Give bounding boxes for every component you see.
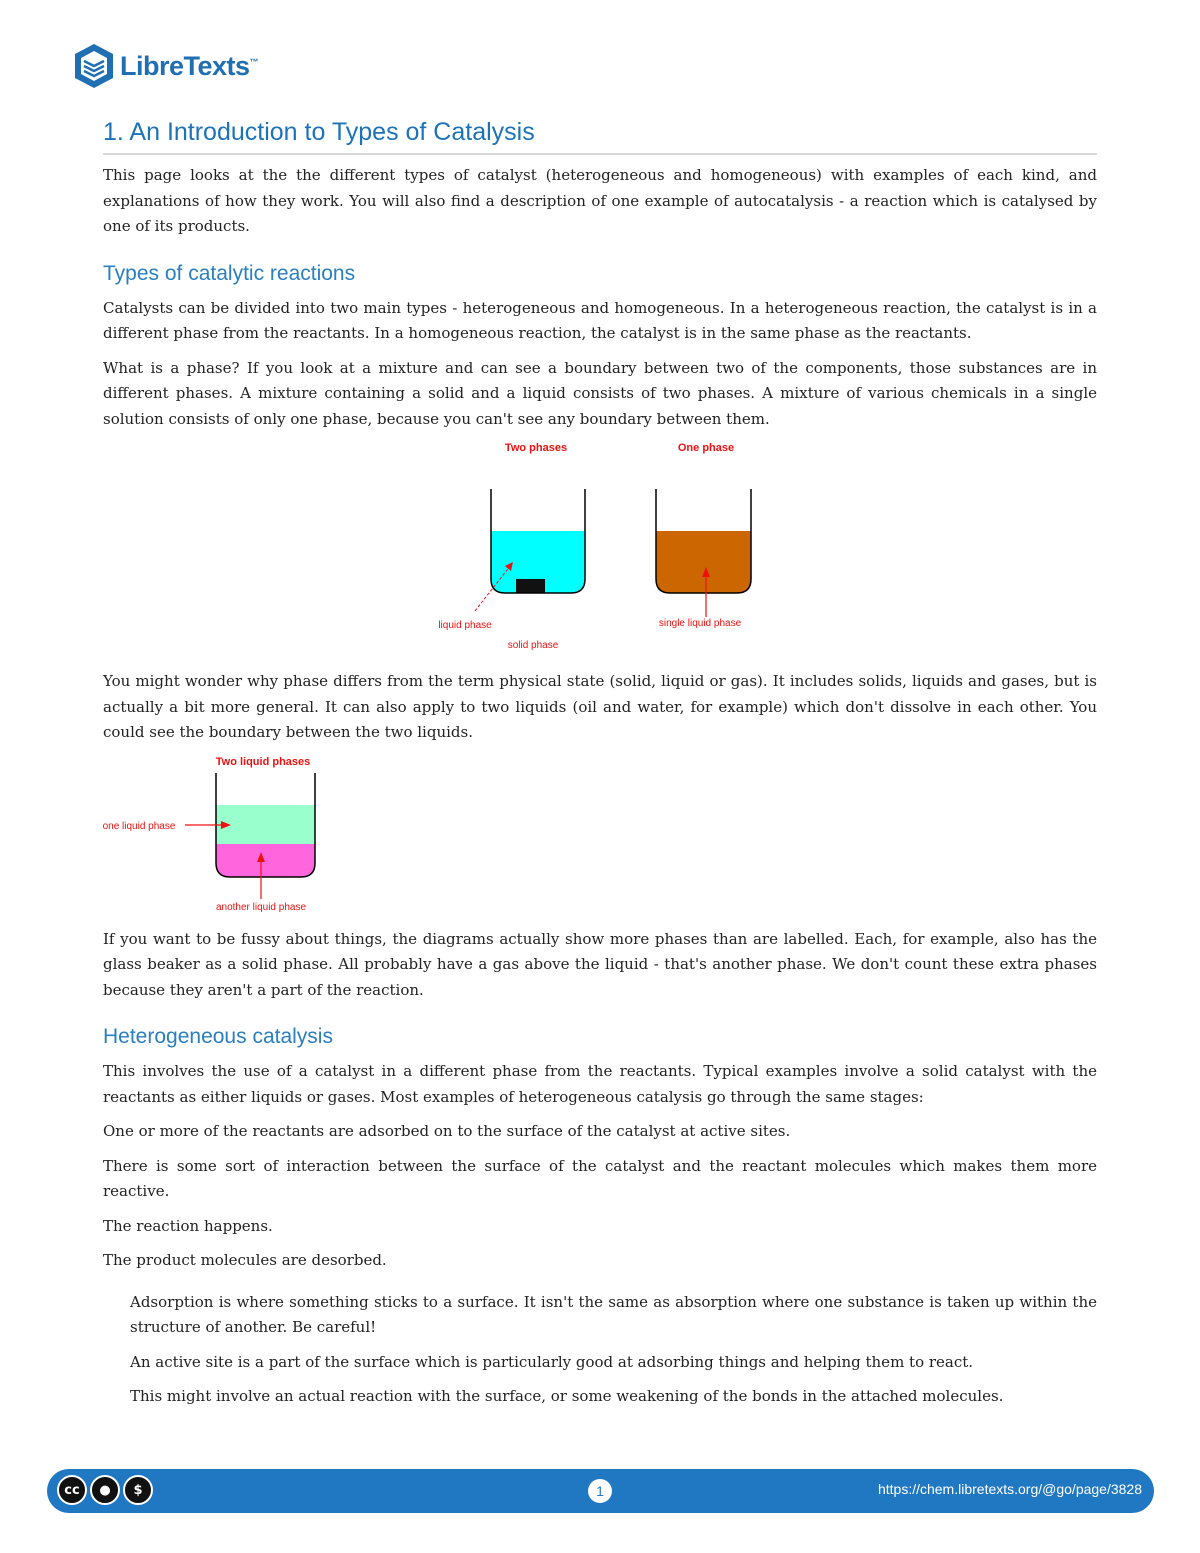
step-item: One or more of the reactants are adsorbed on to the surface of the catalyst at active sites. (103, 1122, 791, 1140)
intro-paragraph: This page looks at the the different types of catalyst (heterogeneous and homogeneous) with examples of each kind, and explanations of how they work. You will also find a description of one example of autocatalysis - a reaction which is catalysed by one of its products. (103, 166, 1097, 235)
paragraph: This involves the use of a catalyst in a different phase from the reactants. Typical examples involve a solid catalyst with the reactants as either liquids or gases. Most examples of heterogeneous catalysis go through the same stages: (103, 1062, 1097, 1106)
libretexts-logo[interactable] (72, 40, 258, 92)
liquid-phase-label: liquid phase (438, 620, 492, 631)
noncommercial-icon: $ (123, 1475, 153, 1505)
libretexts-logo-icon (72, 42, 116, 90)
step-item: There is some sort of interaction between the surface of the catalyst and the reactant molecules which makes them more reactive. (103, 1156, 1097, 1200)
page-number: 1 (588, 1479, 612, 1503)
single-liquid-phase-label: single liquid phase (658, 618, 742, 629)
one-liquid-phase-label: one liquid phase (103, 820, 176, 832)
section-heading-heterogeneous: Heterogeneous catalysis (103, 1025, 333, 1048)
two-liquid-phases-figure (103, 755, 1097, 917)
page-footer (47, 1469, 1154, 1513)
top-liquid (216, 805, 315, 844)
logo-text: LibreTexts™ (120, 50, 259, 81)
note-item: Adsorption is where something sticks to a surface. It isn't the same as absorption where one substance is taken up within the structure of another. Be careful! (130, 1292, 1097, 1336)
figure-title-one-phase: One phase (677, 442, 735, 454)
phases-figure (103, 441, 1097, 661)
paragraph: What is a phase? If you look at a mixture and can see a boundary between two of the components, those substances are in different phases. A mixture containing a solid and a liquid consists of two phases. A mixture of various chemicals in a single solution consists of only one phase, because you can't see any boundary between them. (103, 358, 1097, 428)
attribution-icon: ● (90, 1475, 120, 1505)
paragraph: You might wonder why phase differs from the term physical state (solid, liquid or gas). It includes solids, liquids and gases, but is actually a bit more general. It can also apply to two liquids (oil and water, for example) which don't dissolve in each other. You could see the boundary between the two liquids. (103, 672, 1097, 741)
bottom-liquid (216, 844, 315, 877)
page-url-link[interactable]: https://chem.libretexts.org/@go/page/3828 (877, 1481, 1142, 1497)
figure-title-two-liquid-phases: Two liquid phases (215, 755, 311, 768)
section-heading-types: Types of catalytic reactions (103, 261, 356, 285)
page-content (103, 118, 1097, 1419)
step-item: The product molecules are desorbed. (103, 1251, 387, 1269)
note-item: This might involve an actual reaction with the surface, or some weakening of the bonds in the attached molecules. (130, 1387, 1004, 1405)
solid-phase-label: solid phase (507, 640, 559, 651)
license-badge[interactable] (57, 1475, 153, 1505)
cc-icon: cc (57, 1475, 87, 1505)
figure-title-two-phases: Two phases (504, 442, 568, 454)
another-liquid-phase-label: another liquid phase (215, 901, 307, 913)
solid-block (516, 579, 545, 593)
right-liquid (656, 531, 751, 593)
paragraph: Catalysts can be divided into two main types - heterogeneous and homogeneous. In a heterogeneous reaction, the catalyst is in a different phase from the reactants. In a homogeneous reaction, the catalyst is in the same phase as the reactants. (103, 298, 1097, 342)
note-item: An active site is a part of the surface which is particularly good at adsorbing things and helping them to react. (130, 1352, 974, 1371)
paragraph: If you want to be fussy about things, the diagrams actually show more phases than are labelled. Each, for example, also has the glass beaker as a solid phase. All probably have a gas above the liquid - that's another phase. We don't count these extra phases because they aren't a part of the reaction. (103, 929, 1097, 999)
page-title: 1. An Introduction to Types of Catalysis (103, 118, 1097, 155)
step-item: The reaction happens. (103, 1216, 273, 1235)
